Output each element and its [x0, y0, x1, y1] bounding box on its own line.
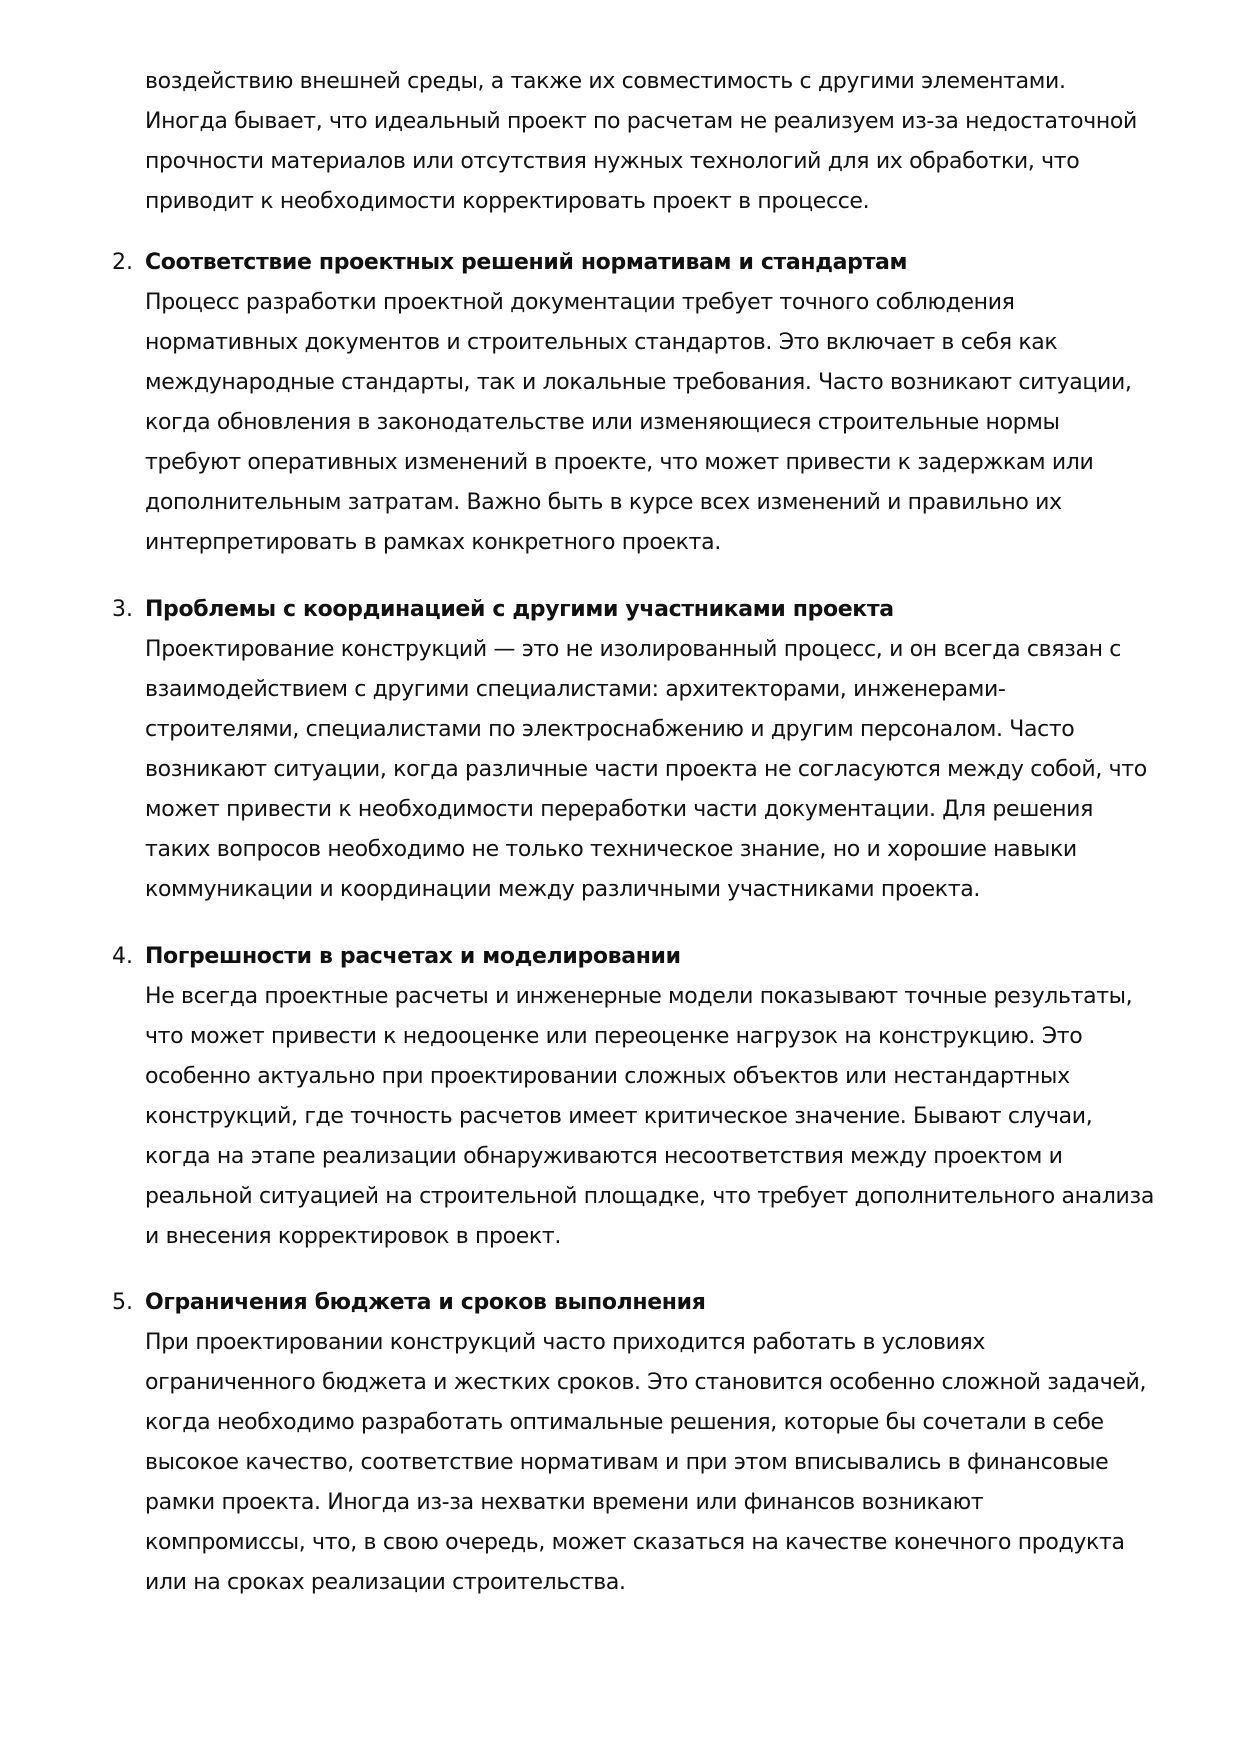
- paragraph-line: прочности материалов или отсутствия нужных технологий для их обработки, что: [145, 149, 1080, 174]
- paragraph-line: взаимодействием с другими специалистами: архитекторами, инженерами-: [145, 677, 1006, 702]
- list-item-body: [145, 590, 1175, 910]
- list-item-number: 5.: [112, 1290, 133, 1315]
- list-item-title: Проблемы с координацией с другими участниками проекта: [145, 597, 894, 622]
- list-item-title: Ограничения бюджета и сроков выполнения: [145, 1290, 706, 1315]
- paragraph-line: и внесения корректировок в проект.: [145, 1224, 561, 1249]
- paragraph-line: международные стандарты, так и локальные требования. Часто возникают ситуации,: [145, 370, 1132, 395]
- paragraph-line: строителями, специалистами по электроснабжению и другим персоналом. Часто: [145, 717, 1075, 742]
- paragraph-line: Иногда бывает, что идеальный проект по расчетам не реализуем из-за недостаточной: [145, 109, 1137, 134]
- list-item-body: [145, 1283, 1175, 1603]
- list-item-number: 4.: [112, 944, 133, 969]
- paragraph-line: требуют оперативных изменений в проекте, что может привести к задержкам или: [145, 450, 1094, 475]
- list-item-number: 2.: [112, 250, 133, 275]
- list-item-title: Погрешности в расчетах и моделировании: [145, 944, 681, 969]
- paragraph-line: высокое качество, соответствие нормативам и при этом вписывались в финансовые: [145, 1450, 1109, 1475]
- paragraph-line: интерпретировать в рамках конкретного проекта.: [145, 530, 721, 555]
- paragraph-line: особенно актуально при проектировании сложных объектов или нестандартных: [145, 1064, 1070, 1089]
- paragraph-line: конструкций, где точность расчетов имеет критическое значение. Бывают случаи,: [145, 1104, 1093, 1129]
- paragraph-line: возникают ситуации, когда различные части проекта не согласуются между собой, что: [145, 757, 1147, 782]
- paragraph-line: или на сроках реализации строительства.: [145, 1570, 626, 1595]
- paragraph-line: Не всегда проектные расчеты и инженерные модели показывают точные результаты,: [145, 984, 1133, 1009]
- paragraph-line: компромиссы, что, в свою очередь, может сказаться на качестве конечного продукта: [145, 1530, 1125, 1555]
- list-item-number: 3.: [112, 597, 133, 622]
- list-item-body: [145, 937, 1175, 1257]
- paragraph-line: когда обновления в законодательстве или изменяющиеся строительные нормы: [145, 410, 1060, 435]
- paragraph-line: Проектирование конструкций — это не изолированный процесс, и он всегда связан с: [145, 637, 1121, 662]
- paragraph-line: ограниченного бюджета и жестких сроков. Это становится особенно сложной задачей,: [145, 1370, 1147, 1395]
- paragraph-line: приводит к необходимости корректировать проект в процессе.: [145, 189, 870, 214]
- paragraph-line: дополнительным затратам. Важно быть в курсе всех изменений и правильно их: [145, 490, 1062, 515]
- paragraph-line: коммуникации и координации между различными участниками проекта.: [145, 877, 980, 902]
- list-item-title: Соответствие проектных решений нормативам и стандартам: [145, 250, 908, 275]
- paragraph-line: Процесс разработки проектной документации требует точного соблюдения: [145, 290, 1015, 315]
- paragraph-line: реальной ситуацией на строительной площадке, что требует дополнительного анализа: [145, 1184, 1154, 1209]
- paragraph-line: воздействию внешней среды, а также их совместимость с другими элементами.: [145, 69, 1066, 94]
- paragraph-line: таких вопросов необходимо не только техническое знание, но и хорошие навыки: [145, 837, 1077, 862]
- paragraph-line: При проектировании конструкций часто приходится работать в условиях: [145, 1330, 986, 1355]
- paragraph-line: нормативных документов и строительных стандартов. Это включает в себя как: [145, 330, 1058, 355]
- paragraph-line: что может привести к недооценке или переоценке нагрузок на конструкцию. Это: [145, 1024, 1083, 1049]
- paragraph-line: когда необходимо разработать оптимальные решения, которые бы сочетали в себе: [145, 1410, 1104, 1435]
- paragraph-line: рамки проекта. Иногда из-за нехватки времени или финансов возникают: [145, 1490, 984, 1515]
- paragraph-line: может привести к необходимости переработки части документации. Для решения: [145, 797, 1094, 822]
- intro-paragraph: [145, 62, 1165, 222]
- list-item-body: [145, 243, 1175, 563]
- paragraph-line: когда на этапе реализации обнаруживаются несоответствия между проектом и: [145, 1144, 1063, 1169]
